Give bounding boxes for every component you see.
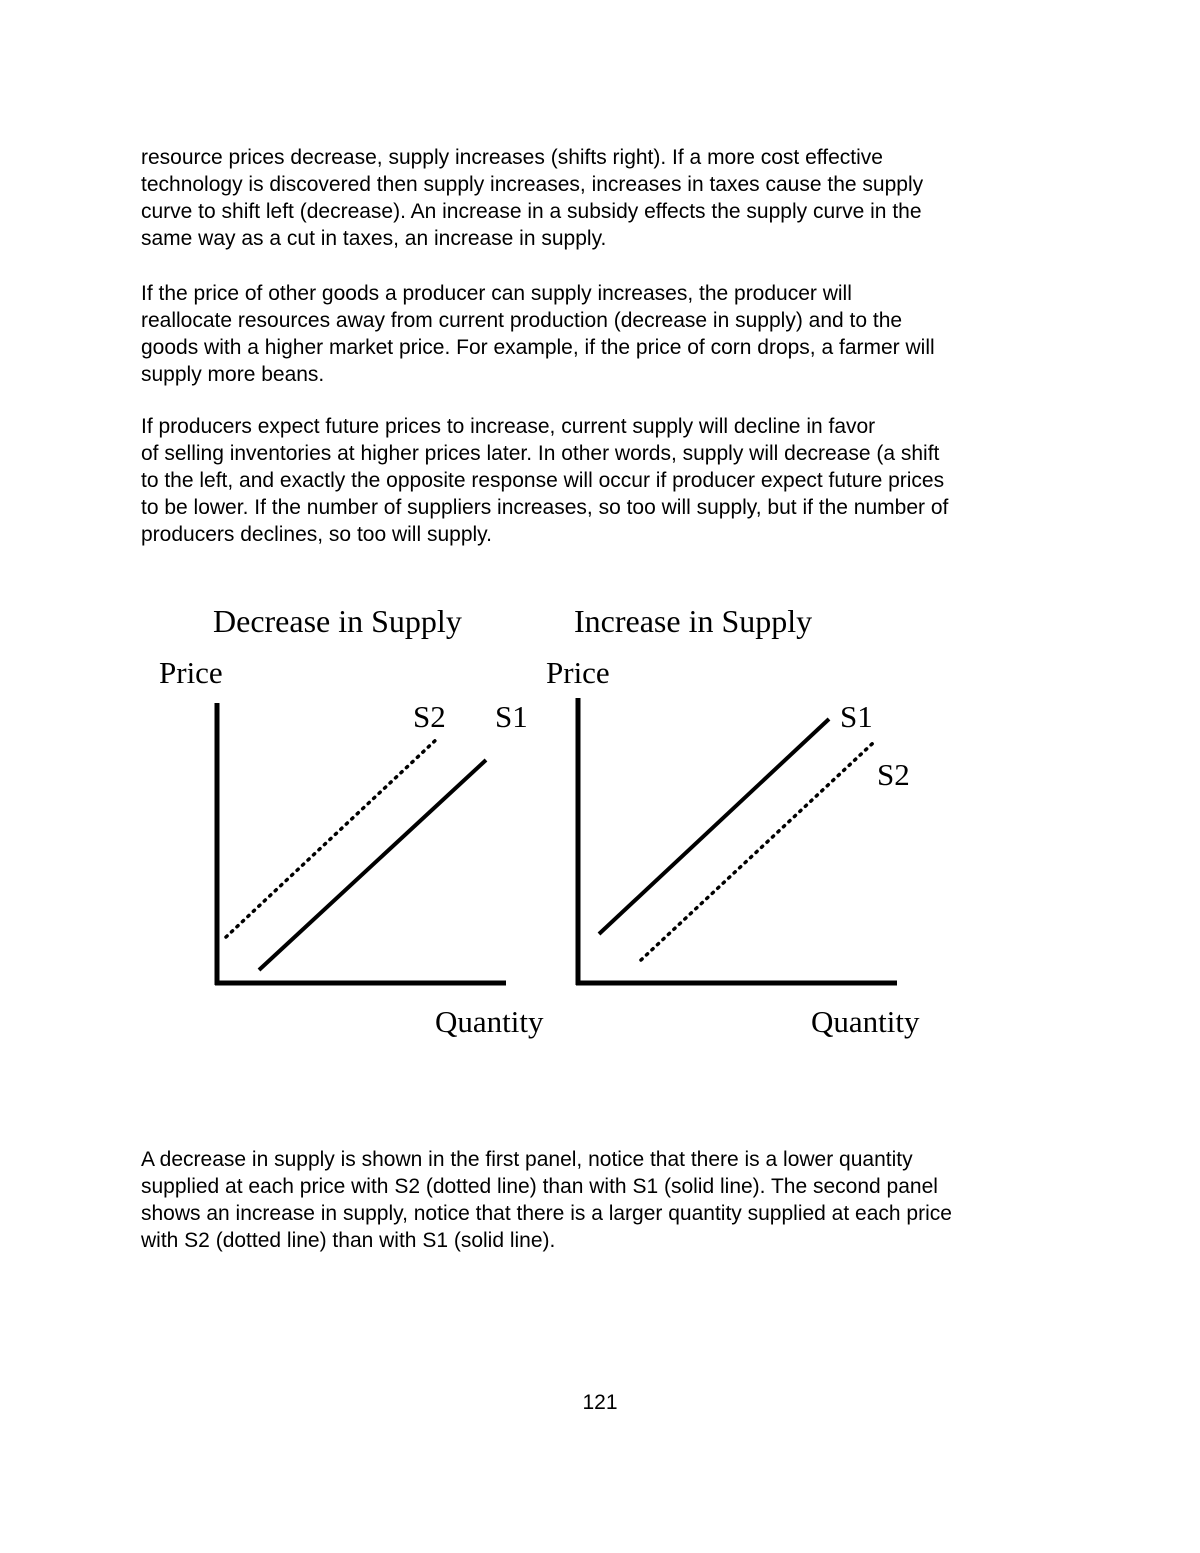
left-s2-label: S2: [413, 699, 446, 734]
page-number: 121: [582, 1391, 618, 1414]
left-s2-dotted-line: [226, 737, 439, 937]
left-y-axis-label: Price: [159, 655, 223, 690]
left-panel-title: Decrease in Supply: [213, 603, 462, 639]
increase-in-supply-panel: [546, 603, 920, 1039]
paragraph-other-goods: If the price of other goods a producer can supply increases, the producer will reallocate resources away from current production (decrease in supply) and to the goods with a higher market price. For example, if the price of corn drops, a farmer will supply more beans.: [141, 282, 935, 386]
right-panel-title: Increase in Supply: [574, 603, 813, 639]
left-s1-solid-line: [259, 760, 486, 970]
right-s2-dotted-line: [641, 743, 873, 960]
right-x-axis-label: Quantity: [811, 1004, 920, 1039]
right-s1-label: S1: [840, 699, 873, 734]
right-s2-label: S2: [877, 757, 910, 792]
right-s1-solid-line: [599, 719, 829, 934]
left-x-axis-label: Quantity: [435, 1004, 544, 1039]
paragraph-expectations: If producers expect future prices to increase, current supply will decline in favor of selling inventories at higher prices later. In other words, supply will decrease (a shift to the left, and exactly the opposite response will occur if producer expect future prices to be lower. If the number of suppliers increases, so too will supply, but if the number of producers declines, so too will supply.: [141, 415, 949, 546]
paragraph-resource-prices: resource prices decrease, supply increases (shifts right). If a more cost effective technology is discovered then supply increases, increases in taxes cause the supply curve to shift left (decrease). An increase in a subsidy effects the supply curve in the same way as a cut in taxes, an increase in supply.: [141, 146, 924, 250]
right-y-axis-label: Price: [546, 655, 610, 690]
paragraph-figure-explanation: A decrease in supply is shown in the first panel, notice that there is a lower quantity supplied at each price with S2 (dotted line) than with S1 (solid line). The second panel shows an increase in supply, notice that there is a larger quantity supplied at each price with S2 (dotted line) than with S1 (solid line).: [141, 1148, 952, 1252]
decrease-in-supply-panel: [159, 603, 544, 1039]
left-s1-label: S1: [495, 699, 528, 734]
